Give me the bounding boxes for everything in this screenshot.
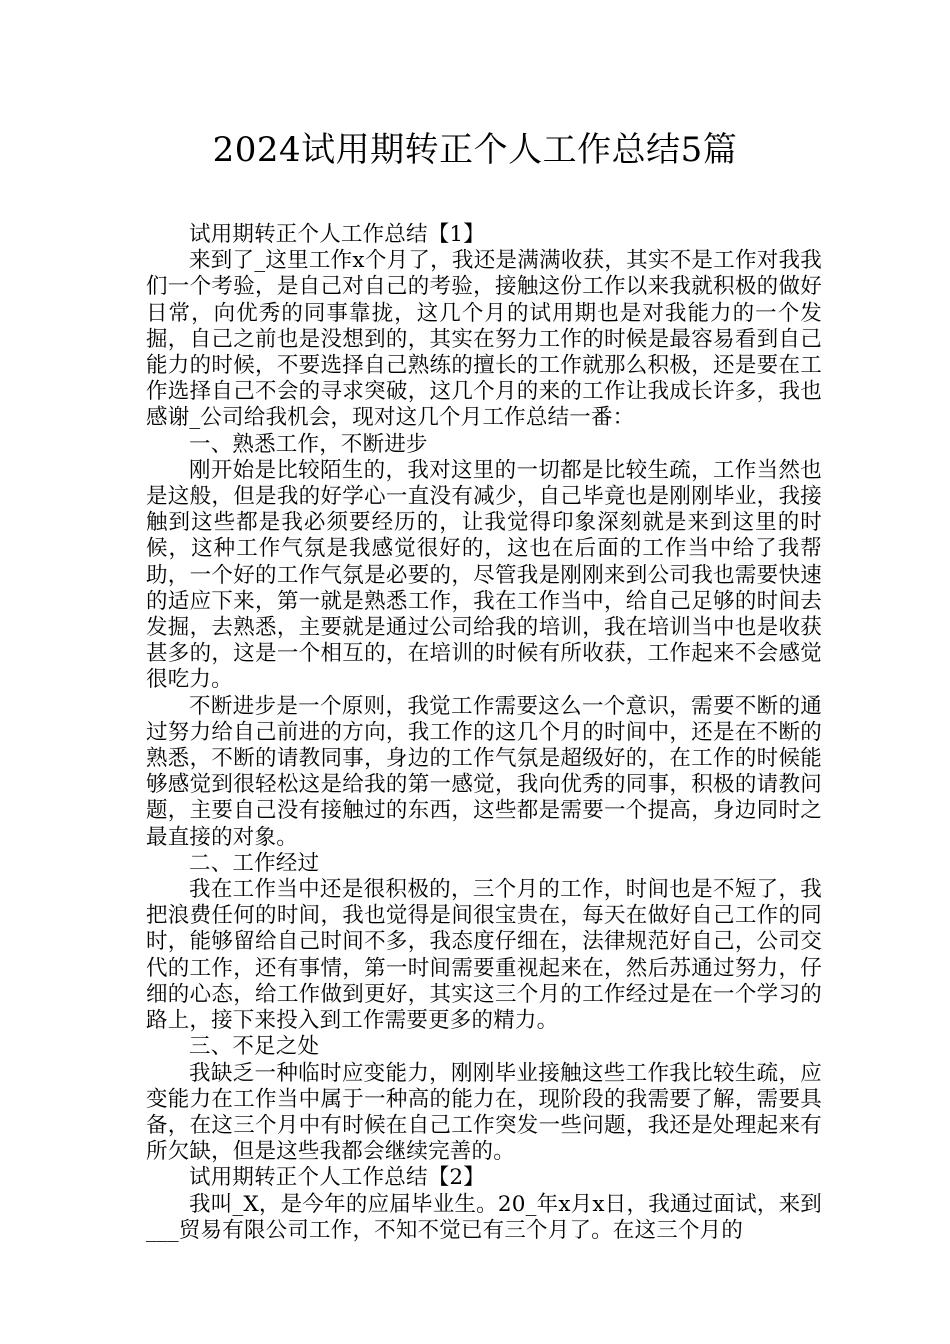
section-heading: 试用期转正个人工作总结【2】 bbox=[189, 1165, 485, 1191]
subsection-heading: 三、不足之处 bbox=[189, 1034, 320, 1060]
subsection-heading: 二、工作经过 bbox=[189, 850, 320, 876]
document-title: 2024试用期转正个人工作总结5篇 bbox=[212, 130, 738, 170]
document-body bbox=[146, 222, 822, 1244]
subsection-heading: 一、熟悉工作，不断进步 bbox=[189, 431, 428, 457]
paragraph: 我在工作当中还是很积极的，三个月的工作，时间也是不短了，我把浪费任何的时间，我也觉得是间很宝贵在，每天在做好自己工作的同时，能够留给自己时间不多，我态度仔细在，法律规范好自己，公司交代的工作，还有事情，第一时间需要重视起来在，然后苏通过努力，仔细的心态，给工作做到更好，其实这三个月的工作经过是在一个学习的路上，接下来投入到工作需要更多的精力。 bbox=[146, 877, 822, 1034]
paragraph: 我缺乏一种临时应变能力，刚刚毕业接触这些工作我比较生疏，应变能力在工作当中属于一种高的能力在，现阶段的我需要了解，需要具备，在这三个月中有时候在自己工作突发一些问题，我还是处理起来有所欠缺，但是这些我都会继续完善的。 bbox=[146, 1060, 822, 1165]
paragraph: 来到了_这里工作x个月了，我还是满满收获，其实不是工作对我我们一个考验，是自己对自己的考验，接触这份工作以来我就积极的做好日常，向优秀的同事靠拢，这几个月的试用期也是对我能力的一个发掘，自己之前也是没想到的，其实在努力工作的时候是最容易看到自己能力的时候，不要选择自己熟练的擅长的工作就那么积极，还是要在工作选择自己不会的寻求突破，这几个月的来的工作让我成长许多，我也感谢_公司给我机会，现对这几个月工作总结一番： bbox=[146, 248, 822, 431]
paragraph: 刚开始是比较陌生的，我对这里的一切都是比较生疏，工作当然也是这般，但是我的好学心一直没有减少，自己毕竟也是刚刚毕业，我接触到这些都是我必须要经历的，让我觉得印象深刻就是来到这里的时候，这种工作气氛是我感觉很好的，这也在后面的工作当中给了我帮助，一个好的工作气氛是必要的，尽管我是刚刚来到公司我也需要快速的适应下来，第一就是熟悉工作，我在工作当中，给自己足够的时间去发掘，去熟悉，主要就是通过公司给我的培训，我在培训当中也是收获甚多的，这是一个相互的，在培训的时候有所收获，工作起来不会感觉很吃力。 bbox=[146, 457, 822, 693]
paragraph: 我叫_X，是今年的应届毕业生。20_年x月x日，我通过面试，来到___贸易有限公司工作，不知不觉已有三个月了。在这三个月的 bbox=[146, 1191, 822, 1243]
paragraph: 不断进步是一个原则，我觉工作需要这么一个意识，需要不断的通过努力给自己前进的方向，我工作的这几个月的时间中，还是在不断的熟悉，不断的请教同事，身边的工作气氛是超级好的，在工作的时候能够感觉到很轻松这是给我的第一感觉，我向优秀的同事，积极的请教问题，主要自己没有接触过的东西，这些都是需要一个提高，身边同时之最直接的对象。 bbox=[146, 693, 822, 850]
section-heading: 试用期转正个人工作总结【1】 bbox=[189, 222, 485, 247]
